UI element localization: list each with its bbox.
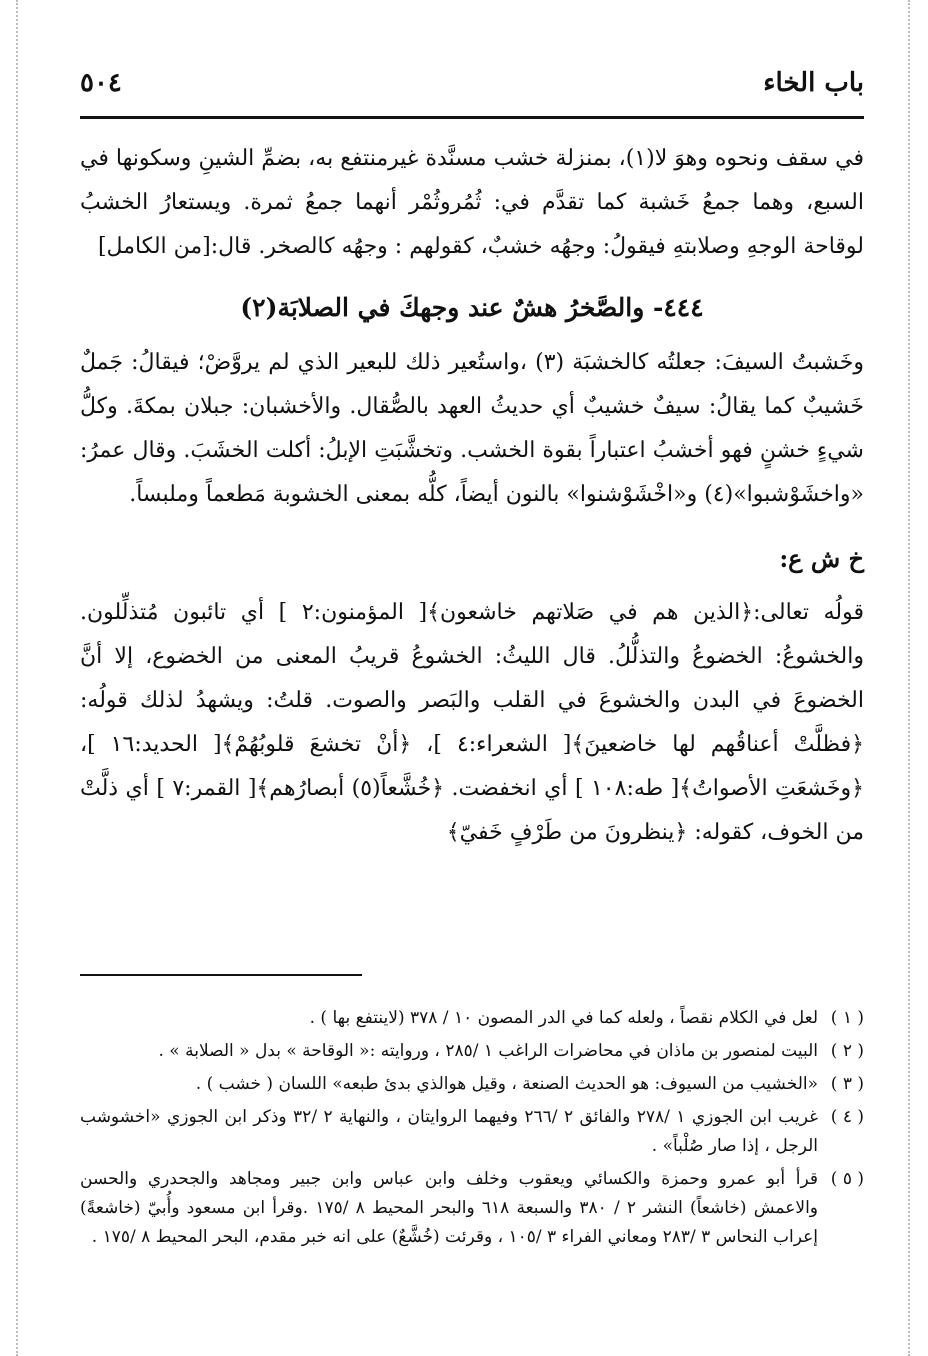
- footnote-text: البيت لمنصور بن ماذان في محاضرات الراغب ١ /٢٨٥ ، وروايته :« الوقاحة » بدل « الصلابة » .: [158, 1041, 818, 1061]
- footnote: [80, 1037, 864, 1066]
- footnote-separator: [80, 974, 362, 976]
- footnote-number: ( ٥ ): [830, 1169, 864, 1189]
- header-rule: [80, 116, 864, 119]
- footnotes: [80, 1004, 864, 1256]
- verse-line: ٤٤٤- والصَّخرُ هشٌ عند وجهكَ في الصلابَة(٢): [240, 293, 704, 322]
- footnote-text: غريب ابن الجوزي ١ /٢٧٨ والفائق ٢ /٢٦٦ وفيهما الروايتان ، والنهاية ٢ /٣٢ وذكر ابن الجوزي «اخشوشب الرجل ، إذا صار صُلْباً» .: [80, 1107, 818, 1156]
- footnote-number: ( ١ ): [830, 1008, 864, 1028]
- footnote: [80, 1165, 864, 1252]
- main-text: [80, 137, 864, 855]
- footnote: [80, 1103, 864, 1161]
- page-number: ٥٠٤: [80, 68, 122, 98]
- footnote-number: ( ٢ ): [830, 1041, 864, 1061]
- footnote-text: «الخشيب من السيوف: هو الحديث الصنعة ، وقيل هوالذي بدئ طبعه» اللسان ( خشب ) .: [195, 1074, 818, 1094]
- footnote: [80, 1070, 864, 1099]
- scan-margin-left: [16, 0, 18, 1356]
- section-heading: خ ش ع:: [779, 544, 864, 573]
- paragraph: في سقف ونحوه وهوَ لا(١)، بمنزلة خشب مسنَّدة غيرمنتفع به، بضمِّ الشينِ وسكونها في السبع، وهما جمعُ خَشبة كما تقدَّم في: ثُمُروثُمْر أنهما جمعُ ثمرة. ويستعارُ الخشبُ لوقاحة الوجهِ وصلابتهِ فيقولُ: وجهُه خشبٌ، كقولهم : وجهُه كالصخر. قال:[من الكامل]: [80, 146, 864, 259]
- page-header: [80, 60, 864, 116]
- scan-margin-right: [908, 0, 910, 1356]
- paragraph: وخَشبتُ السيفَ: جعلتُه كالخشبَة (٣) ،واستُعير ذلك للبعير الذي لم يروَّضْ؛ فيقالُ: جَملٌ خَشيبٌ كما يقالُ: سيفٌ خشيبٌ أي حديثُ العهد بالصُّقال. والأخشبان: جبلان بمكةَ. وكلُّ شيءٍ خشنٍ فهو أخشبُ اعتباراً بقوة الخشب. وتخشَّبَتِ الإبلُ: أكلت الخشَبَ. وقال عمرُ: «واخشَوْشبوا»(٤) و«اخْشَوْشنوا» بالنون أيضاً، كلُّه بمعنى الخشوبة مَطعماً وملبساً.: [80, 350, 865, 507]
- footnote-number: ( ٣ ): [830, 1074, 864, 1094]
- footnote: [80, 1004, 864, 1033]
- page: [80, 60, 865, 1247]
- paragraph: قولُه تعالى:﴿الذين هم في صَلاتهم خاشعون﴾[ المؤمنون:٢ ] أي تائبون مُتذلِّلون. والخشوعُ: الخضوعُ والتذلُّلُ. قال الليثُ: الخشوعُ قريبُ المعنى من الخضوع، إلا أنَّ الخضوعَ في البدن والخشوعَ في القلب والبَصر والصوت. قلتُ: ويشهدُ لذلك قولُه: ﴿فظلَّتْ أعناقُهم لها خاضعينَ﴾[ الشعراء:٤ ]، ﴿أنْ تخشعَ قلوبُهُمْ﴾[ الحديد:١٦ ]، ﴿وخَشعَتِ الأصواتُ﴾[ طه:١٠٨ ] أي انخفضت. ﴿خُشَّعاً(٥) أبصارُهم﴾[ القمر:٧ ] أي ذلَّتْ من الخوف، كقوله: ﴿ينظرونَ من طَرْفٍ خَفيّ﴾: [80, 600, 864, 845]
- footnote-text: قرأ أبو عمرو وحمزة والكسائي ويعقوب وخلف وابن عباس وابن جبير ومجاهد والجحدري والحسن والاعمش (خاشعاً) النشر ٢ / ٣٨٠ والسبعة ٦١٨ والبحر المحيط ٨ /١٧٥ .وقرأ ابن مسعود وأُبيّ (خاشعةً) إعراب النحاس ٣ /٢٨٣ ومعاني الفراء ٣ /١٠٥ ، وقرئت (خُشَّعٌ) على انه خبر مقدم، البحر المحيط ٨ /١٧٥ .: [80, 1169, 819, 1247]
- footnote-number: ( ٤ ): [830, 1107, 864, 1127]
- footnote-text: لعل في الكلام نقصاً ، ولعله كما في الدر المصون ١٠ / ٣٧٨ (لاينتفع بها ) .: [309, 1008, 818, 1028]
- chapter-title: باب الخاء: [763, 68, 864, 98]
